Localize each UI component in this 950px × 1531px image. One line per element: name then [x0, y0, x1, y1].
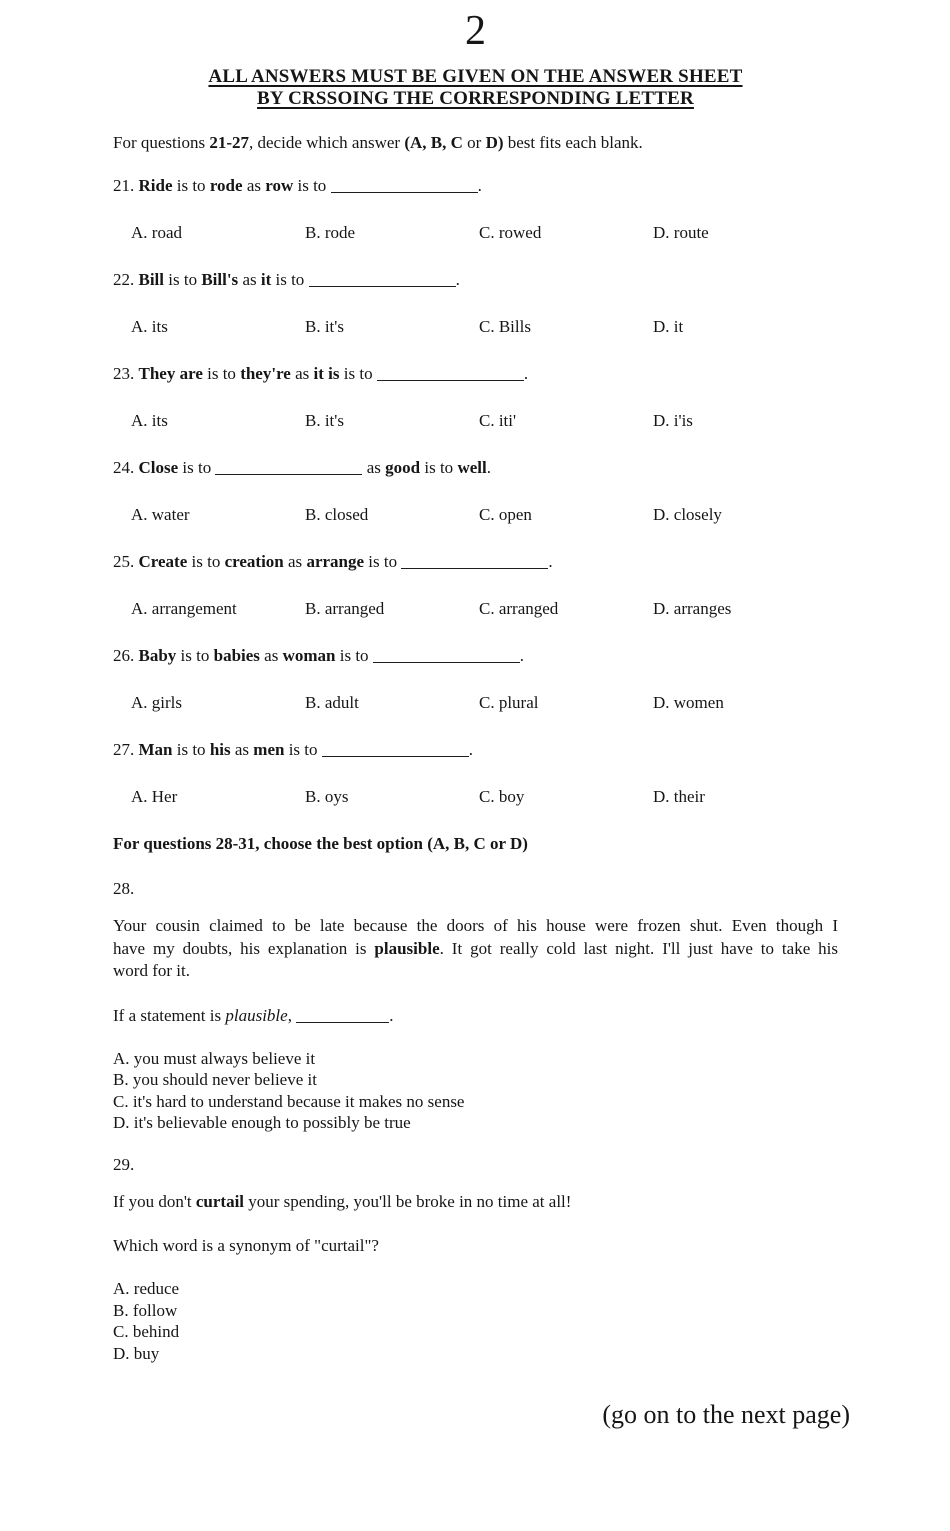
text-segment: Your cousin claimed to be late because the doors of his house were frozen shut. Even though I [113, 916, 838, 935]
answer-sheet-instruction [113, 66, 838, 110]
option-b: B. rode [305, 223, 356, 242]
text-segment: rode [209, 176, 243, 195]
question-25-stem [113, 551, 838, 572]
option-c: C. behind [113, 1322, 180, 1341]
question-23-options [113, 410, 838, 431]
text-segment: is to [172, 740, 210, 759]
text-segment: Which word is a synonym of "curtail"? [113, 1236, 379, 1255]
question-26-options [113, 692, 838, 713]
option-a: A. girls [131, 693, 182, 712]
text-segment: arrange [306, 552, 365, 571]
answer-blank [322, 755, 469, 757]
reading-question-28 [113, 878, 838, 1134]
text-segment: babies [213, 646, 260, 665]
question-options [113, 1048, 838, 1134]
passage-line [113, 960, 838, 983]
text-segment: 27. [113, 740, 139, 759]
question-25-options [113, 598, 838, 619]
text-segment: it [260, 270, 272, 289]
text-segment: plausible [374, 938, 440, 958]
text-segment: If a statement is [113, 1005, 226, 1025]
text-segment: word for it. [113, 961, 190, 980]
text-segment: If you don't [113, 1191, 196, 1211]
question-prompt [113, 1235, 838, 1256]
option-c: C. plural [479, 693, 539, 712]
text-segment: Bill [138, 270, 165, 289]
text-segment: . [548, 552, 553, 571]
text-segment: creation [224, 552, 284, 571]
next-page-note: (go on to the next page) [602, 1400, 850, 1429]
text-segment: . [519, 646, 525, 665]
option-c: C. arranged [479, 599, 559, 618]
question-22-options [113, 316, 838, 337]
text-segment: Man [138, 740, 173, 759]
option-a: A. Her [131, 787, 178, 806]
analogy-questions [113, 175, 838, 807]
option-a: A. arrangement [131, 599, 237, 618]
option-c: C. rowed [479, 223, 542, 242]
text-segment: curtail [195, 1191, 245, 1211]
text-segment: they're [240, 364, 291, 383]
text-segment: is to [335, 646, 373, 665]
text-segment: is to [271, 270, 309, 289]
option-d: D. women [653, 693, 724, 712]
option-d: D. it [653, 317, 684, 336]
text-segment: well [457, 458, 487, 477]
reading-section-heading: For questions 28-31, choose the best option (A, B, C or D) [113, 834, 528, 853]
text-segment: is to [172, 176, 210, 195]
option-c: C. iti' [479, 411, 517, 430]
text-segment: . [477, 176, 482, 195]
text-segment: is to [293, 176, 331, 195]
text-segment: . [455, 270, 460, 289]
option-b: B. closed [305, 505, 369, 524]
text-segment: is to [420, 458, 458, 477]
question-23-stem [113, 363, 838, 384]
answer-blank [377, 379, 524, 381]
text-segment: as [283, 552, 307, 571]
option-b: B. follow [113, 1300, 178, 1320]
text-segment: Bill's [201, 270, 239, 289]
text-segment: is to [187, 552, 225, 571]
text-segment: , [287, 1005, 297, 1025]
option-d: D. it's believable enough to possibly be true [113, 1113, 411, 1132]
question-21-stem [113, 175, 838, 196]
text-segment: your spending, you'll be broke in no time at all! [244, 1191, 572, 1211]
answer-blank [296, 1021, 389, 1023]
text-segment: . [468, 740, 474, 759]
question-options [113, 1278, 838, 1364]
option-b: B. you should never believe it [113, 1070, 317, 1089]
text-segment: men [253, 740, 285, 759]
option-b: B. oys [305, 787, 349, 806]
text-segment: is to [164, 270, 202, 289]
text-segment: Create [138, 552, 188, 571]
option-a: A. road [131, 223, 182, 242]
question-24-options [113, 504, 838, 525]
option-c: C. it's hard to understand because it makes no sense [113, 1091, 465, 1111]
text-segment: 24. [113, 458, 139, 477]
option-c: C. boy [479, 787, 525, 806]
question-26-stem [113, 645, 838, 666]
text-segment: is to [284, 740, 322, 759]
answer-blank [373, 661, 520, 663]
option-d: D. buy [113, 1343, 160, 1363]
text-segment: D) [485, 133, 504, 152]
option-d: D. their [653, 787, 705, 806]
answer-blank [215, 473, 362, 475]
question-number: 28. [113, 879, 135, 898]
answer-blank [401, 567, 548, 569]
option-b: B. it's [305, 317, 344, 336]
text-segment: as [230, 740, 254, 759]
text-segment: is to [178, 458, 216, 477]
option-a: A. water [131, 505, 190, 524]
option-b: B. arranged [305, 599, 385, 618]
question-prompt [113, 1005, 838, 1026]
text-segment: woman [282, 646, 336, 665]
text-segment: as [362, 458, 386, 477]
text-segment: 26. [113, 646, 139, 665]
passage-line [113, 938, 838, 961]
text-segment: as [259, 646, 283, 665]
option-a: A. its [131, 317, 168, 336]
text-segment: Close [138, 458, 179, 477]
text-segment: as [242, 176, 266, 195]
text-segment: They are [138, 364, 203, 383]
question-24-stem [113, 457, 838, 478]
text-segment: his [209, 740, 231, 759]
passage-line [113, 915, 838, 938]
text-segment: as [238, 270, 261, 289]
text-segment: (A, B, C [404, 133, 463, 152]
question-passage [113, 915, 838, 983]
page-number: 2 [465, 8, 486, 54]
text-segment: 21. [113, 176, 139, 195]
text-segment: is to [176, 646, 214, 665]
answer-blank [331, 191, 478, 193]
text-segment: is to [339, 364, 377, 383]
reading-questions [113, 878, 838, 1364]
text-segment: 25. [113, 552, 139, 571]
text-segment: or [462, 133, 486, 152]
question-22-stem [113, 269, 838, 290]
text-segment: , decide which answer [249, 133, 405, 152]
text-segment: best fits each blank. [503, 133, 643, 152]
text-segment: . [486, 458, 491, 477]
text-segment: . It got really cold last night. I'll just have to take his [439, 938, 839, 958]
text-segment: plausible [225, 1005, 288, 1025]
text-segment: good [385, 458, 421, 477]
question-passage [113, 1191, 838, 1214]
text-segment: For questions [113, 133, 210, 152]
text-segment: 22. [113, 270, 139, 289]
option-d: D. route [653, 223, 709, 242]
text-segment: it is [313, 364, 340, 383]
option-c: C. Bills [479, 317, 531, 336]
instruction-line-2: BY CRSSOING THE CORRESPONDING LETTER [257, 88, 694, 109]
question-27-stem [113, 739, 838, 760]
option-a: A. its [131, 411, 168, 430]
text-segment: is to [364, 552, 402, 571]
analogy-section-intro [113, 132, 838, 153]
text-segment: 21-27 [209, 133, 250, 152]
option-b: B. it's [305, 411, 344, 430]
text-segment: row [265, 176, 294, 195]
option-d: D. arranges [653, 599, 732, 618]
option-d: D. closely [653, 505, 722, 524]
option-d: D. i'is [653, 411, 693, 430]
option-a: A. reduce [113, 1279, 180, 1298]
option-c: C. open [479, 505, 532, 524]
text-segment: 23. [113, 364, 139, 383]
question-number: 29. [113, 1154, 135, 1174]
question-21-options [113, 222, 838, 243]
answer-blank [309, 285, 456, 287]
text-segment: Baby [138, 646, 177, 665]
text-segment: is to [202, 364, 241, 383]
passage-line [113, 1191, 838, 1214]
option-b: B. adult [305, 693, 359, 712]
text-segment: as [290, 364, 314, 383]
text-segment: Ride [138, 176, 173, 195]
option-a: A. you must always believe it [113, 1048, 316, 1068]
reading-question-29 [113, 1154, 838, 1365]
text-segment: have my doubts, his explanation is [113, 938, 375, 958]
text-segment: . [523, 364, 529, 383]
text-segment: . [389, 1005, 394, 1025]
question-27-options [113, 786, 838, 807]
instruction-line-1: ALL ANSWERS MUST BE GIVEN ON THE ANSWER SHEET [208, 66, 743, 87]
